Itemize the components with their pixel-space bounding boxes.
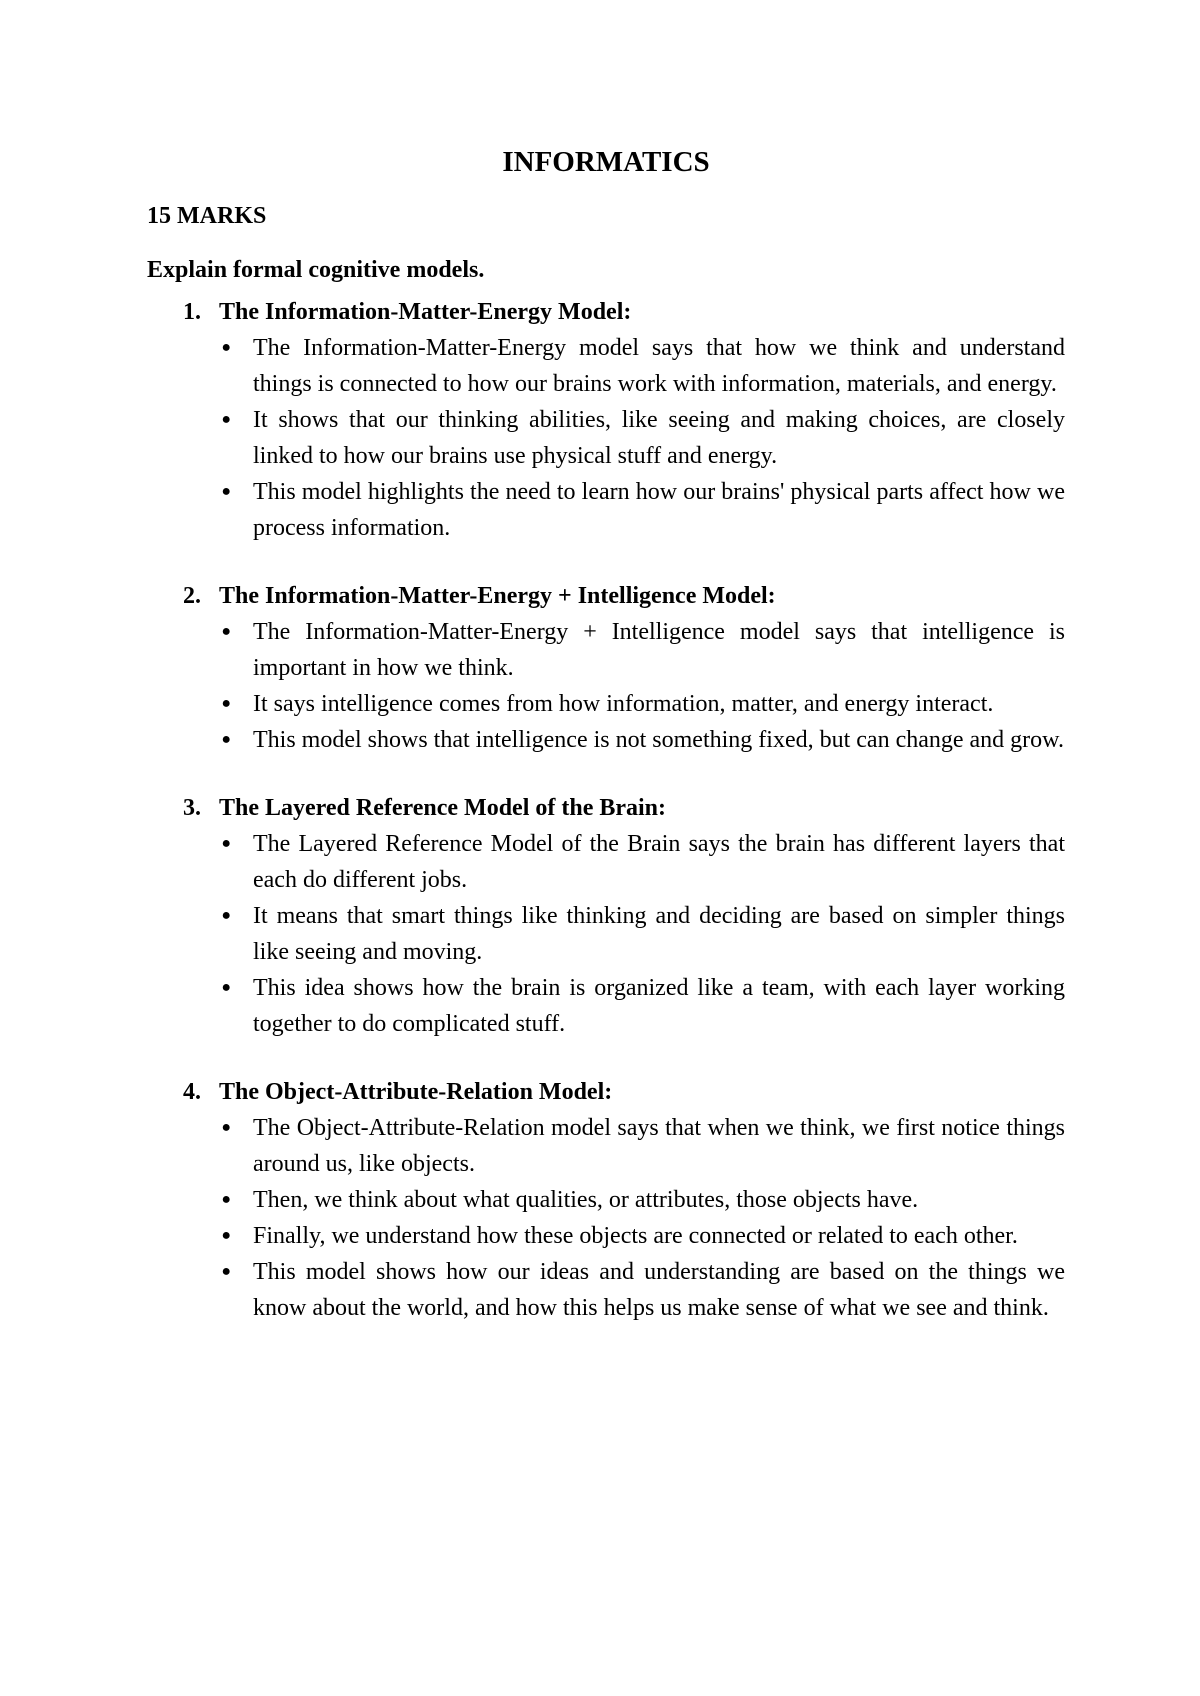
section-4 [147, 1074, 1065, 1326]
section-heading-text: The Information-Matter-Energy Model: [219, 299, 632, 325]
bullet-text: The Layered Reference Model of the Brain says the brain has different layers that each do different jobs. [253, 831, 1065, 893]
bullet-list [147, 1110, 1065, 1326]
bullet-text: It says intelligence comes from how information, matter, and energy interact. [253, 691, 994, 717]
bullet-text: The Information-Matter-Energy model says that how we think and understand things is connected to how our brains work with information, materials, and energy. [253, 335, 1065, 397]
section-heading [147, 1074, 1065, 1110]
section-heading [147, 294, 1065, 330]
marks-label: 15 MARKS [147, 203, 267, 229]
list-item [147, 1110, 1065, 1182]
list-item [147, 722, 1065, 758]
section-1 [147, 294, 1065, 546]
section-3 [147, 790, 1065, 1042]
section-heading-text: The Information-Matter-Energy + Intelligence Model: [219, 583, 776, 609]
list-item [147, 402, 1065, 474]
bullet-icon: ● [221, 1191, 231, 1208]
list-item [147, 1182, 1065, 1218]
bullet-icon: ● [221, 1227, 231, 1244]
bullet-icon: ● [221, 979, 231, 996]
bullet-text: The Object-Attribute-Relation model says that when we think, we first notice things around us, like objects. [253, 1115, 1065, 1177]
bullet-icon: ● [221, 907, 231, 924]
list-item [147, 686, 1065, 722]
section-number: 2. [183, 583, 201, 609]
bullet-icon: ● [221, 695, 231, 712]
section-number: 4. [183, 1079, 201, 1105]
bullet-icon: ● [221, 339, 231, 356]
document-title: INFORMATICS [502, 146, 710, 178]
bullet-icon: ● [221, 1119, 231, 1136]
section-heading [147, 578, 1065, 614]
bullet-text: This idea shows how the brain is organized like a team, with each layer working together to do complicated stuff. [253, 975, 1065, 1037]
bullet-text: Finally, we understand how these objects are connected or related to each other. [253, 1223, 1018, 1249]
list-item [147, 1254, 1065, 1326]
bullet-text: It shows that our thinking abilities, like seeing and making choices, are closely linked to how our brains use physical stuff and energy. [253, 407, 1065, 469]
bullet-icon: ● [221, 483, 231, 500]
bullet-list [147, 826, 1065, 1042]
bullet-text: This model shows how our ideas and understanding are based on the things we know about the world, and how this helps us make sense of what we see and think. [253, 1259, 1065, 1321]
list-item [147, 1218, 1065, 1254]
list-item [147, 826, 1065, 898]
bullet-icon: ● [221, 835, 231, 852]
bullet-icon: ● [221, 731, 231, 748]
section-heading-text: The Object-Attribute-Relation Model: [219, 1079, 613, 1105]
bullet-list [147, 330, 1065, 546]
bullet-text: It means that smart things like thinking and deciding are based on simpler things like seeing and moving. [253, 903, 1065, 965]
list-item [147, 614, 1065, 686]
section-number: 1. [183, 299, 201, 325]
list-item [147, 970, 1065, 1042]
bullet-text: The Information-Matter-Energy + Intelligence model says that intelligence is important in how we think. [253, 619, 1065, 681]
bullet-text: Then, we think about what qualities, or attributes, those objects have. [253, 1187, 919, 1213]
bullet-text: This model highlights the need to learn how our brains' physical parts affect how we process information. [253, 479, 1065, 541]
list-item [147, 898, 1065, 970]
bullet-list [147, 614, 1065, 758]
bullet-icon: ● [221, 1263, 231, 1280]
section-number: 3. [183, 795, 201, 821]
bullet-icon: ● [221, 623, 231, 640]
sections-container [147, 294, 1065, 1326]
section-heading [147, 790, 1065, 826]
question-text: Explain formal cognitive models. [147, 257, 485, 283]
list-item [147, 474, 1065, 546]
bullet-text: This model shows that intelligence is not something fixed, but can change and grow. [253, 727, 1064, 753]
bullet-icon: ● [221, 411, 231, 428]
section-heading-text: The Layered Reference Model of the Brain: [219, 795, 667, 821]
list-item [147, 330, 1065, 402]
section-2 [147, 578, 1065, 758]
